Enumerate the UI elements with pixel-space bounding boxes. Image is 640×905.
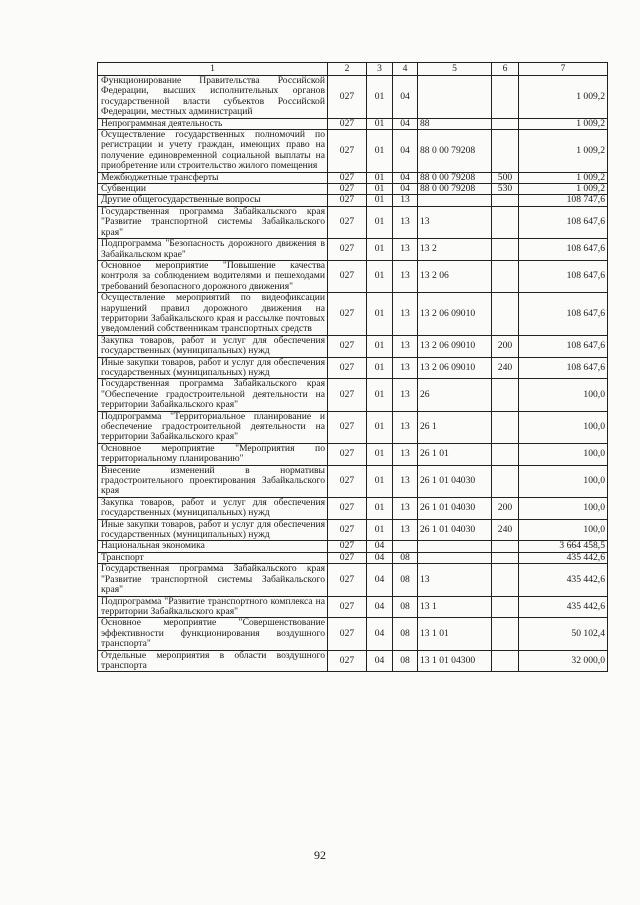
row-expense-kind: [492, 118, 519, 129]
row-amount: 32 000,0: [519, 650, 608, 672]
row-gov-code: 027: [328, 335, 367, 357]
row-expense-kind: [492, 130, 519, 173]
row-name: Осуществление мероприятий по видеофиксации нарушений правил дорожного движения на территории Забайкальского края и рассылке почтовых уведомлений собственникам транспортных средств: [98, 293, 328, 336]
row-section: 01: [367, 172, 393, 183]
row-expense-kind: 240: [492, 357, 519, 379]
row-gov-code: 027: [328, 357, 367, 379]
row-expense-kind: [492, 618, 519, 650]
row-section: 04: [367, 596, 393, 618]
row-subsection: 13: [393, 411, 418, 443]
row-name: Основное мероприятие "Повышение качества контроля за соблюдением водителями и пешеходами требований безопасного дорожного движения": [98, 260, 328, 292]
row-target-code: 13 2 06 09010: [418, 293, 492, 336]
table-row: [98, 184, 608, 195]
row-name: Государственная программа Забайкальского края "Развитие транспортной системы Забайкальского края": [98, 206, 328, 238]
row-gov-code: 027: [328, 541, 367, 552]
row-name: Основное мероприятие "Совершенствование эффективности функционирования воздушного транспорта": [98, 618, 328, 650]
row-section: 01: [367, 497, 393, 519]
row-gov-code: 027: [328, 618, 367, 650]
row-target-code: 88 0 00 79208: [418, 184, 492, 195]
row-gov-code: 027: [328, 552, 367, 563]
row-target-code: 88 0 00 79208: [418, 130, 492, 173]
row-subsection: 04: [393, 172, 418, 183]
row-target-code: 26 1 01: [418, 443, 492, 465]
row-name: Межбюджетные трансферты: [98, 172, 328, 183]
row-amount: 108 747,6: [519, 195, 608, 206]
row-expense-kind: [492, 195, 519, 206]
row-name: Осуществление государственных полномочий по регистрации и учету граждан, имеющих право на получение единовременной социальной выплаты на приобретение или строительство жилого помещения: [98, 130, 328, 173]
table-row: [98, 497, 608, 519]
row-gov-code: 027: [328, 379, 367, 411]
row-expense-kind: [492, 239, 519, 261]
row-subsection: 04: [393, 184, 418, 195]
row-subsection: 13: [393, 195, 418, 206]
row-amount: 435 442,6: [519, 596, 608, 618]
row-gov-code: 027: [328, 650, 367, 672]
table-row: [98, 130, 608, 173]
row-amount: 50 102,4: [519, 618, 608, 650]
row-target-code: 26 1 01 04030: [418, 465, 492, 497]
row-subsection: 13: [393, 335, 418, 357]
row-expense-kind: [492, 541, 519, 552]
row-name: Государственная программа Забайкальского края "Развитие транспортной системы Забайкальского края": [98, 564, 328, 596]
row-section: 04: [367, 541, 393, 552]
row-amount: 108 647,6: [519, 206, 608, 238]
row-gov-code: 027: [328, 596, 367, 618]
table-row: [98, 335, 608, 357]
row-expense-kind: 530: [492, 184, 519, 195]
row-expense-kind: 200: [492, 335, 519, 357]
row-expense-kind: [492, 564, 519, 596]
row-target-code: 26 1 01 04030: [418, 497, 492, 519]
row-gov-code: 027: [328, 411, 367, 443]
row-amount: 1 009,2: [519, 76, 608, 119]
row-gov-code: 027: [328, 172, 367, 183]
row-name: Функционирование Правительства Российской Федерации, высших исполнительных органов государственной власти субъектов Российской Федерации, местных администраций: [98, 76, 328, 119]
row-subsection: 13: [393, 357, 418, 379]
row-name: Государственная программа Забайкальского края "Обеспечение градостроительной деятельности на территории Забайкальского края": [98, 379, 328, 411]
row-subsection: 04: [393, 118, 418, 129]
row-expense-kind: [492, 443, 519, 465]
row-target-code: 13 2 06 09010: [418, 335, 492, 357]
row-gov-code: 027: [328, 519, 367, 541]
row-amount: 1 009,2: [519, 172, 608, 183]
table-row: [98, 206, 608, 238]
row-name: Субвенции: [98, 184, 328, 195]
row-name: Подпрограмма "Безопасность дорожного движения в Забайкальском крае": [98, 239, 328, 261]
row-section: 01: [367, 335, 393, 357]
col-header-amount: 7: [519, 63, 608, 76]
row-name: Внесение изменений в нормативы градостроительного проектирования Забайкальского края: [98, 465, 328, 497]
row-target-code: 26 1: [418, 411, 492, 443]
row-target-code: 13 1 01 04300: [418, 650, 492, 672]
row-section: 01: [367, 357, 393, 379]
row-expense-kind: [492, 650, 519, 672]
row-section: 01: [367, 519, 393, 541]
row-target-code: 13 1: [418, 596, 492, 618]
row-section: 01: [367, 411, 393, 443]
row-subsection: 13: [393, 497, 418, 519]
row-expense-kind: [492, 465, 519, 497]
col-header-kind: 6: [492, 63, 519, 76]
row-name: Подпрограмма "Территориальное планирование и обеспечение градостроительной деятельности на территории Забайкальского края": [98, 411, 328, 443]
budget-table: [97, 62, 608, 672]
row-name: Отдельные мероприятия в области воздушного транспорта: [98, 650, 328, 672]
row-section: 01: [367, 184, 393, 195]
row-target-code: 13 2: [418, 239, 492, 261]
row-section: 04: [367, 564, 393, 596]
row-target-code: 26 1 01 04030: [418, 519, 492, 541]
header-row: [98, 63, 608, 76]
row-amount: 108 647,6: [519, 293, 608, 336]
row-target-code: 13 2 06: [418, 260, 492, 292]
row-gov-code: 027: [328, 260, 367, 292]
table-row: [98, 618, 608, 650]
row-amount: 100,0: [519, 465, 608, 497]
table-row: [98, 596, 608, 618]
row-subsection: 04: [393, 130, 418, 173]
row-gov-code: 027: [328, 206, 367, 238]
row-amount: 100,0: [519, 519, 608, 541]
row-subsection: 13: [393, 465, 418, 497]
row-subsection: 13: [393, 239, 418, 261]
row-subsection: 13: [393, 293, 418, 336]
row-target-code: 26: [418, 379, 492, 411]
row-amount: 108 647,6: [519, 260, 608, 292]
row-subsection: 13: [393, 379, 418, 411]
page-number: 92: [314, 848, 326, 862]
row-section: 01: [367, 260, 393, 292]
row-section: 01: [367, 118, 393, 129]
row-target-code: 13 1 01: [418, 618, 492, 650]
row-expense-kind: [492, 293, 519, 336]
row-target-code: [418, 76, 492, 119]
row-section: 01: [367, 465, 393, 497]
table-row: [98, 541, 608, 552]
row-gov-code: 027: [328, 76, 367, 119]
row-expense-kind: [492, 596, 519, 618]
row-amount: 1 009,2: [519, 130, 608, 173]
table-row: [98, 172, 608, 183]
row-subsection: 08: [393, 552, 418, 563]
table-row: [98, 76, 608, 119]
row-gov-code: 027: [328, 497, 367, 519]
row-gov-code: 027: [328, 184, 367, 195]
row-expense-kind: [492, 76, 519, 119]
row-expense-kind: [492, 206, 519, 238]
col-header-target: 5: [418, 63, 492, 76]
table-row: [98, 650, 608, 672]
row-section: 01: [367, 379, 393, 411]
row-amount: 100,0: [519, 379, 608, 411]
col-header-section: 3: [367, 63, 393, 76]
row-expense-kind: 500: [492, 172, 519, 183]
row-gov-code: 027: [328, 118, 367, 129]
row-target-code: 13: [418, 206, 492, 238]
row-target-code: 13 2 06 09010: [418, 357, 492, 379]
row-name: Закупка товаров, работ и услуг для обеспечения государственных (муниципальных) нужд: [98, 497, 328, 519]
row-name: Закупка товаров, работ и услуг для обеспечения государственных (муниципальных) нужд: [98, 335, 328, 357]
row-section: 04: [367, 618, 393, 650]
row-amount: 435 442,6: [519, 552, 608, 563]
row-gov-code: 027: [328, 443, 367, 465]
row-expense-kind: [492, 411, 519, 443]
row-amount: 108 647,6: [519, 239, 608, 261]
row-section: 01: [367, 195, 393, 206]
row-gov-code: 027: [328, 293, 367, 336]
row-name: Другие общегосударственные вопросы: [98, 195, 328, 206]
row-name: Подпрограмма "Развитие транспортного комплекса на территории Забайкальского края": [98, 596, 328, 618]
row-section: 01: [367, 76, 393, 119]
row-name: Иные закупки товаров, работ и услуг для обеспечения государственных (муниципальных) нужд: [98, 357, 328, 379]
row-subsection: 08: [393, 564, 418, 596]
row-section: 01: [367, 293, 393, 336]
row-name: Транспорт: [98, 552, 328, 563]
row-subsection: 08: [393, 596, 418, 618]
table-row: [98, 411, 608, 443]
row-expense-kind: 200: [492, 497, 519, 519]
col-header-gov: 2: [328, 63, 367, 76]
row-expense-kind: 240: [492, 519, 519, 541]
row-name: Национальная экономика: [98, 541, 328, 552]
row-amount: 100,0: [519, 411, 608, 443]
row-gov-code: 027: [328, 130, 367, 173]
row-name: Основное мероприятие "Мероприятия по территориальному планированию": [98, 443, 328, 465]
table-row: [98, 564, 608, 596]
table-row: [98, 379, 608, 411]
row-target-code: [418, 195, 492, 206]
row-subsection: 04: [393, 76, 418, 119]
table-row: [98, 260, 608, 292]
row-expense-kind: [492, 260, 519, 292]
row-section: 01: [367, 206, 393, 238]
row-amount: 435 442,6: [519, 564, 608, 596]
table-row: [98, 195, 608, 206]
table-row: [98, 357, 608, 379]
row-amount: 100,0: [519, 443, 608, 465]
col-header-subsection: 4: [393, 63, 418, 76]
row-section: 01: [367, 443, 393, 465]
table-row: [98, 443, 608, 465]
row-gov-code: 027: [328, 195, 367, 206]
table-row: [98, 552, 608, 563]
table-row: [98, 465, 608, 497]
row-target-code: [418, 552, 492, 563]
table-body: [98, 76, 608, 672]
table-row: [98, 118, 608, 129]
row-expense-kind: [492, 552, 519, 563]
row-target-code: [418, 541, 492, 552]
row-name: Непрограммная деятельность: [98, 118, 328, 129]
table-row: [98, 293, 608, 336]
row-expense-kind: [492, 379, 519, 411]
row-amount: 108 647,6: [519, 335, 608, 357]
row-section: 04: [367, 650, 393, 672]
table-row: [98, 519, 608, 541]
row-subsection: 08: [393, 618, 418, 650]
row-amount: 100,0: [519, 497, 608, 519]
row-amount: 3 664 458,5: [519, 541, 608, 552]
row-target-code: 13: [418, 564, 492, 596]
col-header-name: 1: [98, 63, 328, 76]
table-row: [98, 239, 608, 261]
row-subsection: 13: [393, 206, 418, 238]
row-name: Иные закупки товаров, работ и услуг для обеспечения государственных (муниципальных) нужд: [98, 519, 328, 541]
row-section: 04: [367, 552, 393, 563]
row-gov-code: 027: [328, 564, 367, 596]
row-section: 01: [367, 130, 393, 173]
row-target-code: 88 0 00 79208: [418, 172, 492, 183]
row-amount: 1 009,2: [519, 118, 608, 129]
row-subsection: 13: [393, 443, 418, 465]
row-subsection: [393, 541, 418, 552]
row-gov-code: 027: [328, 465, 367, 497]
row-subsection: 08: [393, 650, 418, 672]
row-subsection: 13: [393, 519, 418, 541]
row-subsection: 13: [393, 260, 418, 292]
row-amount: 1 009,2: [519, 184, 608, 195]
row-target-code: 88: [418, 118, 492, 129]
row-amount: 108 647,6: [519, 357, 608, 379]
row-gov-code: 027: [328, 239, 367, 261]
row-section: 01: [367, 239, 393, 261]
